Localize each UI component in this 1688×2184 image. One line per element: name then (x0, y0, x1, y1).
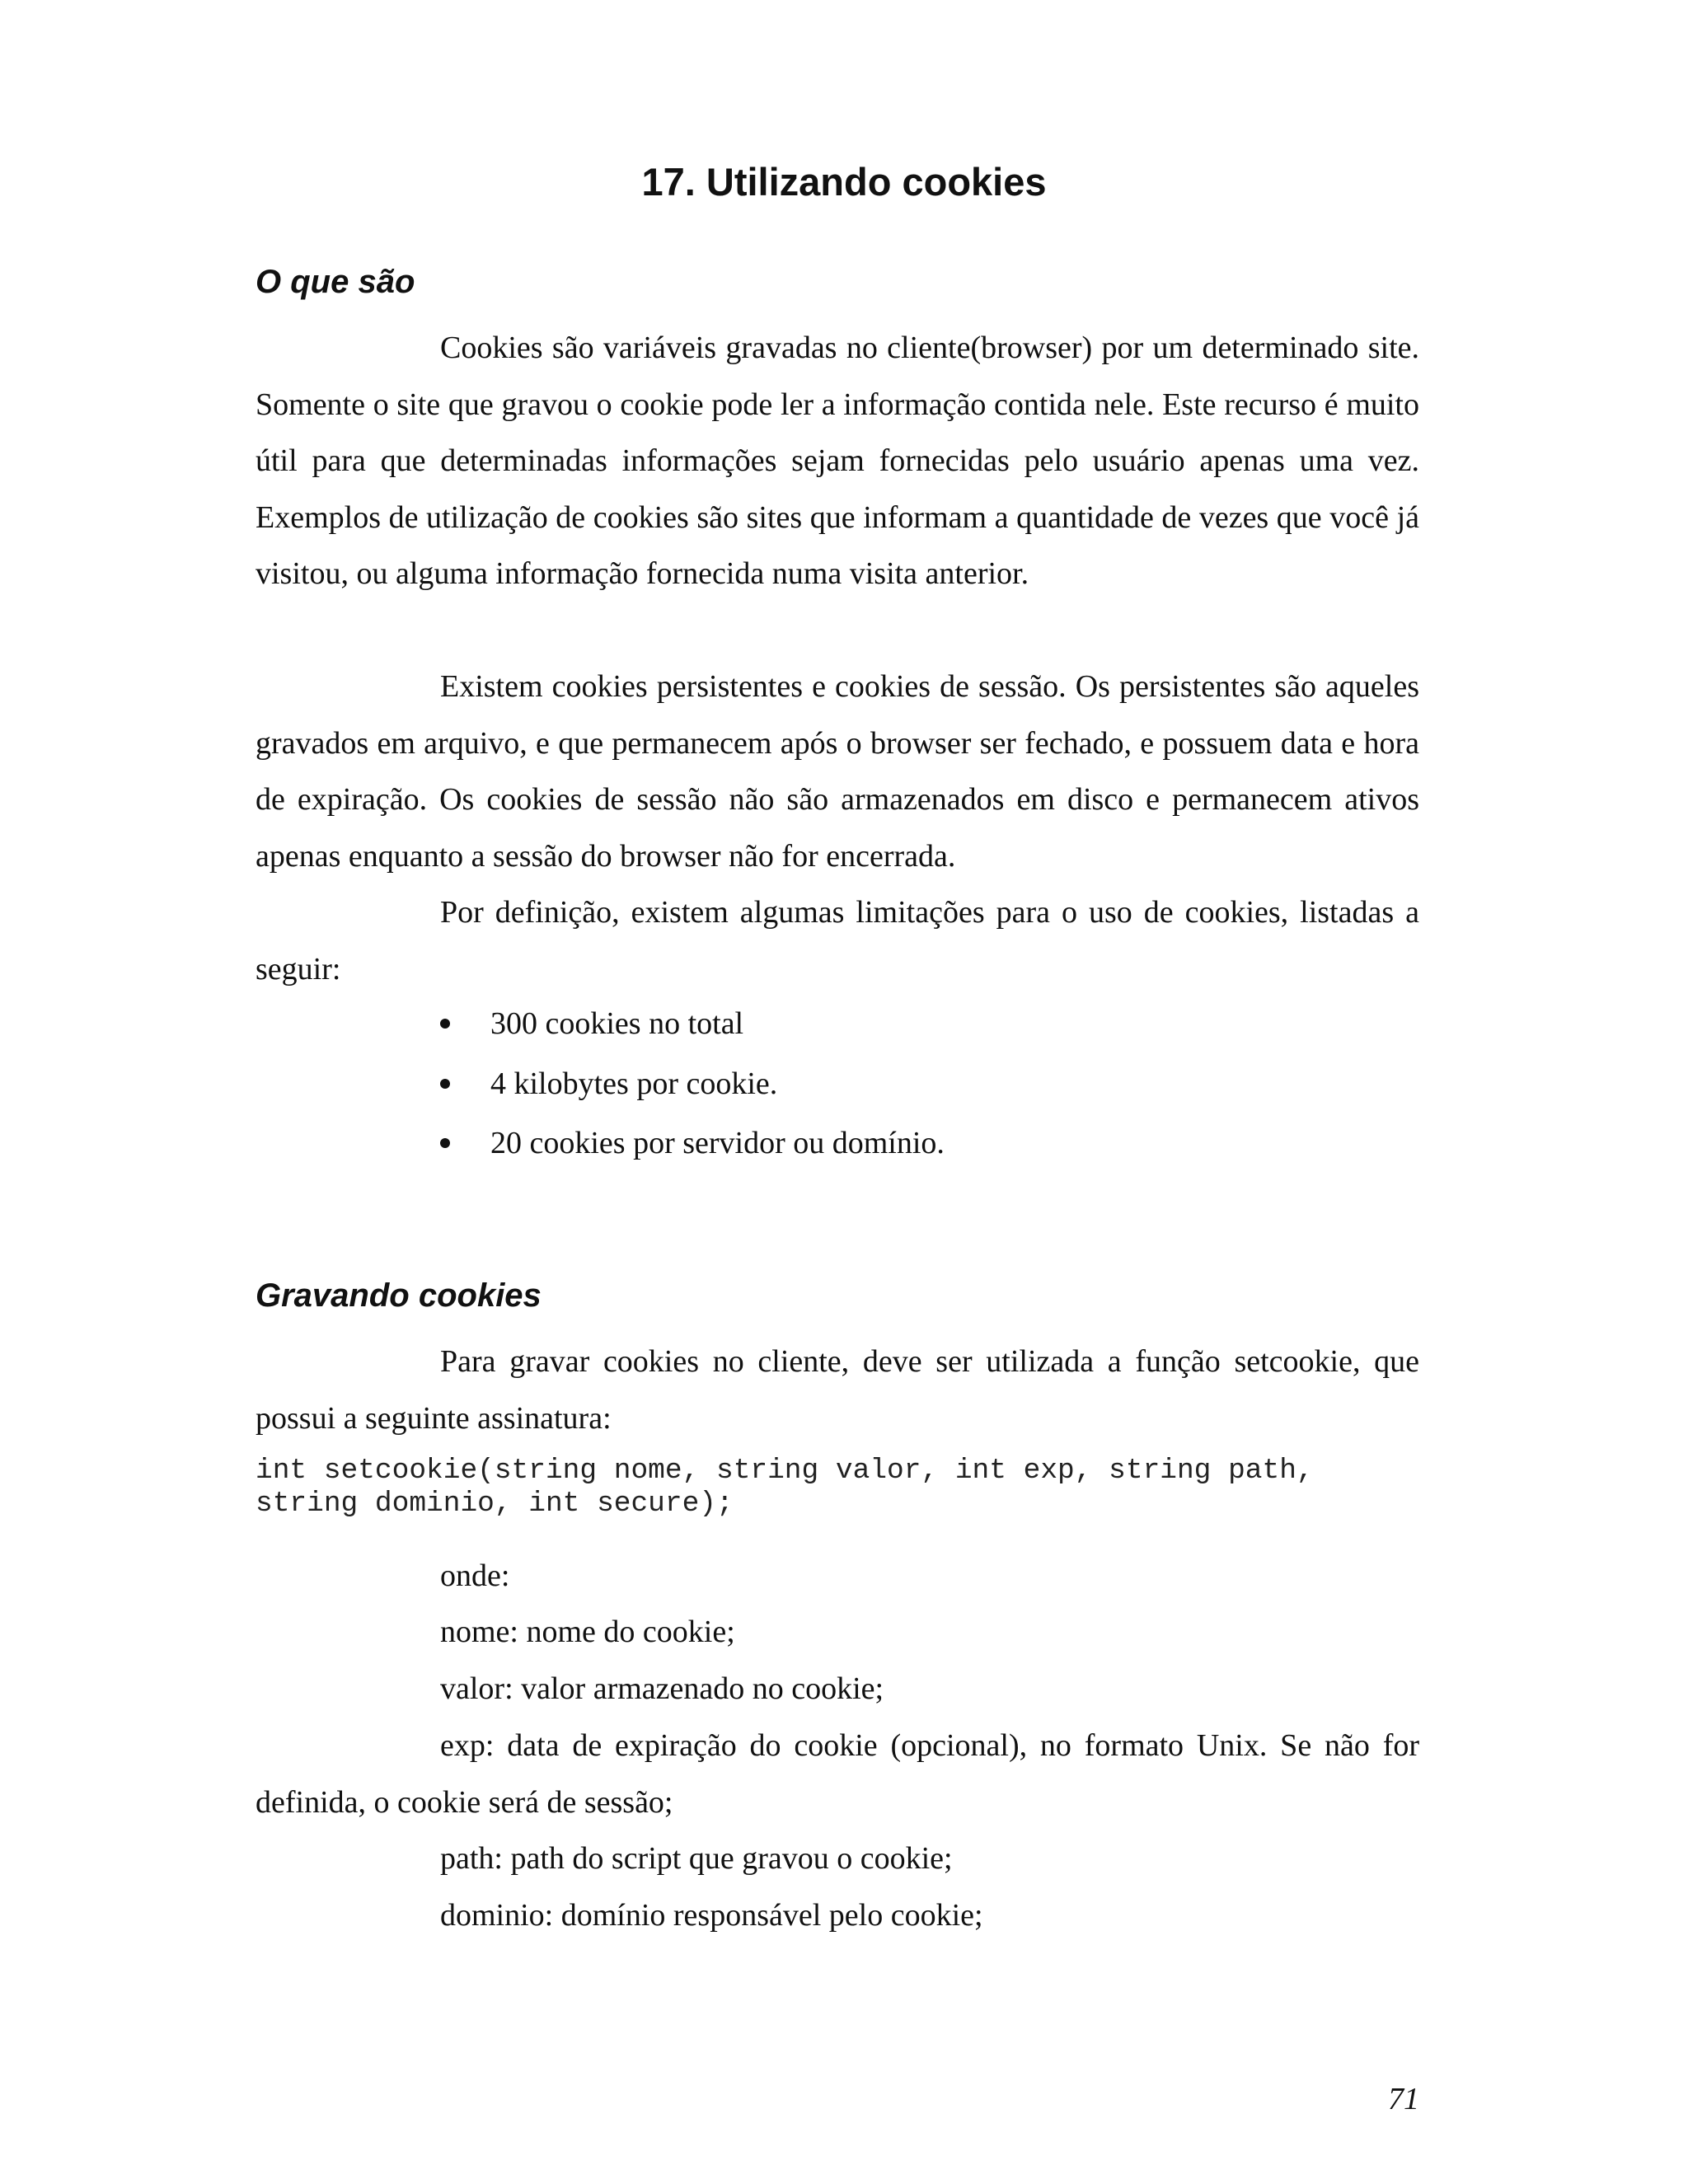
param-exp: exp: data de expiração do cookie (opcional), no formato Unix. Se não for definida, o cookie será de sessão; (256, 1728, 1419, 1820)
code-signature-line-1: int setcookie(string nome, string valor, int exp, string path, (256, 1455, 1314, 1487)
page-number: 71 (1388, 2082, 1419, 2116)
list-item (440, 1062, 945, 1122)
param-dominio: dominio: domínio responsável pelo cookie; (440, 1898, 983, 1933)
limitations-list (440, 1002, 945, 1182)
paragraph-cookie-types: Existem cookies persistentes e cookies de sessão. Os persistentes são aqueles gravados em arquivo, e que permanecem após o browser ser fechado, e possuem data e hora de expiração. Os cookies de sessão não são armazenados em disco e permanecem ativos apenas enquanto a sessão do browser não for encerrada. (256, 669, 1419, 874)
bullet-icon (440, 1019, 450, 1029)
paragraph-setcookie-intro: Para gravar cookies no cliente, deve ser utilizada a função setcookie, que possui a seguinte assinatura: (256, 1344, 1419, 1436)
section-heading-gravando-cookies: Gravando cookies (256, 1277, 542, 1314)
bullet-icon (440, 1138, 450, 1148)
code-signature-line-2: string dominio, int secure); (256, 1488, 734, 1520)
list-item-text: 300 cookies no total (490, 1006, 744, 1041)
list-item (440, 1002, 945, 1062)
bullet-icon (440, 1079, 450, 1089)
section-heading-o-que-sao: O que são (256, 264, 415, 300)
paragraph-definition: Cookies são variáveis gravadas no cliente(browser) por um determinado site. Somente o site que gravou o cookie pode ler a informação contida nele. Este recurso é muito útil para que determinadas informações sejam fornecidas pelo usuário apenas uma vez. Exemplos de utilização de cookies são sites que informam a quantidade de vezes que você já visitou, ou alguma informação fornecida numa visita anterior. (256, 330, 1419, 592)
param-onde: onde: (440, 1558, 510, 1593)
paragraph-limitations-intro: Por definição, existem algumas limitações para o uso de cookies, listadas a seguir: (256, 895, 1419, 987)
param-valor: valor: valor armazenado no cookie; (440, 1671, 884, 1706)
page-title: 17. Utilizando cookies (641, 160, 1047, 204)
list-item (440, 1122, 945, 1182)
list-item-text: 20 cookies por servidor ou domínio. (490, 1126, 945, 1160)
list-item-text: 4 kilobytes por cookie. (490, 1066, 778, 1101)
param-path: path: path do script que gravou o cookie; (440, 1841, 953, 1876)
param-nome: nome: nome do cookie; (440, 1615, 735, 1649)
